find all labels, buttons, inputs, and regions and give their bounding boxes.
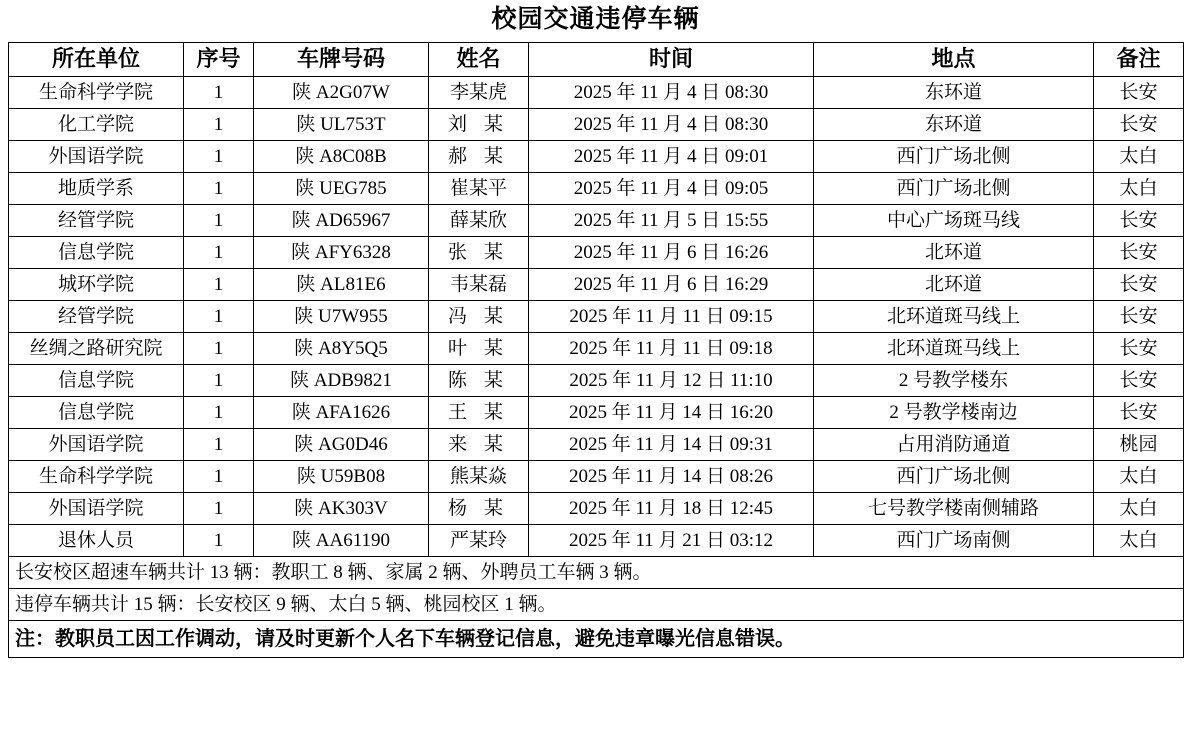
plate-cell: 陕 AL81E6 [254, 268, 429, 300]
place-cell: 七号教学楼南侧辅路 [814, 492, 1094, 524]
index-cell: 1 [184, 492, 254, 524]
place-cell: 东环道 [814, 108, 1094, 140]
time-cell: 2025 年 11 月 14 日 08:26 [529, 460, 814, 492]
table-row [9, 204, 1184, 236]
index-cell: 1 [184, 108, 254, 140]
table-row [9, 236, 1184, 268]
index-cell: 1 [184, 204, 254, 236]
index-cell: 1 [184, 332, 254, 364]
note-cell: 长安 [1094, 300, 1184, 332]
index-cell: 1 [184, 396, 254, 428]
table-header-row [9, 42, 1184, 76]
unit-cell: 地质学系 [9, 172, 184, 204]
plate-cell: 陕 AFA1626 [254, 396, 429, 428]
name-cell: 郝 某 [429, 140, 529, 172]
unit-cell: 退休人员 [9, 524, 184, 556]
summary-text: 长安校区超速车辆共计 13 辆：教职工 8 辆、家属 2 辆、外聘员工车辆 3 辆。 [9, 556, 1184, 588]
name-cell: 来 某 [429, 428, 529, 460]
place-cell: 2 号教学楼南边 [814, 396, 1094, 428]
time-cell: 2025 年 11 月 14 日 16:20 [529, 396, 814, 428]
table-row [9, 460, 1184, 492]
note-cell: 长安 [1094, 108, 1184, 140]
unit-cell: 信息学院 [9, 364, 184, 396]
unit-cell: 化工学院 [9, 108, 184, 140]
table-row [9, 524, 1184, 556]
table-row [9, 300, 1184, 332]
place-cell: 北环道 [814, 236, 1094, 268]
name-cell: 薛某欣 [429, 204, 529, 236]
name-cell: 熊某焱 [429, 460, 529, 492]
index-cell: 1 [184, 524, 254, 556]
place-cell: 东环道 [814, 76, 1094, 108]
unit-cell: 生命科学学院 [9, 76, 184, 108]
place-cell: 西门广场北侧 [814, 140, 1094, 172]
time-cell: 2025 年 11 月 14 日 09:31 [529, 428, 814, 460]
table-row [9, 108, 1184, 140]
plate-cell: 陕 A2G07W [254, 76, 429, 108]
time-cell: 2025 年 11 月 18 日 12:45 [529, 492, 814, 524]
plate-cell: 陕 AA61190 [254, 524, 429, 556]
note-cell: 太白 [1094, 172, 1184, 204]
column-header-place: 地点 [814, 42, 1094, 76]
column-header-index: 序号 [184, 42, 254, 76]
unit-cell: 外国语学院 [9, 492, 184, 524]
note-cell: 桃园 [1094, 428, 1184, 460]
note-cell: 太白 [1094, 460, 1184, 492]
note-cell: 太白 [1094, 492, 1184, 524]
name-cell: 杨 某 [429, 492, 529, 524]
name-cell: 李某虎 [429, 76, 529, 108]
place-cell: 2 号教学楼东 [814, 364, 1094, 396]
notice-text: 注：教职员工因工作调动，请及时更新个人名下车辆登记信息，避免违章曝光信息错误。 [9, 620, 1184, 657]
time-cell: 2025 年 11 月 6 日 16:29 [529, 268, 814, 300]
name-cell: 王 某 [429, 396, 529, 428]
unit-cell: 经管学院 [9, 204, 184, 236]
table-row [9, 76, 1184, 108]
time-cell: 2025 年 11 月 4 日 09:05 [529, 172, 814, 204]
unit-cell: 外国语学院 [9, 428, 184, 460]
unit-cell: 生命科学学院 [9, 460, 184, 492]
unit-cell: 城环学院 [9, 268, 184, 300]
place-cell: 占用消防通道 [814, 428, 1094, 460]
time-cell: 2025 年 11 月 4 日 09:01 [529, 140, 814, 172]
table-row [9, 332, 1184, 364]
index-cell: 1 [184, 300, 254, 332]
table-row [9, 396, 1184, 428]
time-cell: 2025 年 11 月 11 日 09:18 [529, 332, 814, 364]
table-row [9, 172, 1184, 204]
note-cell: 长安 [1094, 268, 1184, 300]
note-cell: 长安 [1094, 76, 1184, 108]
note-cell: 长安 [1094, 364, 1184, 396]
table-row [9, 140, 1184, 172]
name-cell: 崔某平 [429, 172, 529, 204]
index-cell: 1 [184, 460, 254, 492]
time-cell: 2025 年 11 月 5 日 15:55 [529, 204, 814, 236]
place-cell: 西门广场北侧 [814, 172, 1094, 204]
name-cell: 严某玲 [429, 524, 529, 556]
place-cell: 北环道斑马线上 [814, 332, 1094, 364]
table-row [9, 492, 1184, 524]
plate-cell: 陕 AK303V [254, 492, 429, 524]
column-header-unit: 所在单位 [9, 42, 184, 76]
time-cell: 2025 年 11 月 4 日 08:30 [529, 76, 814, 108]
note-cell: 长安 [1094, 204, 1184, 236]
table-row [9, 268, 1184, 300]
index-cell: 1 [184, 76, 254, 108]
plate-cell: 陕 U59B08 [254, 460, 429, 492]
name-cell: 陈 某 [429, 364, 529, 396]
unit-cell: 外国语学院 [9, 140, 184, 172]
name-cell: 张 某 [429, 236, 529, 268]
note-cell: 长安 [1094, 332, 1184, 364]
violation-table [8, 42, 1184, 658]
plate-cell: 陕 A8C08B [254, 140, 429, 172]
name-cell: 冯 某 [429, 300, 529, 332]
unit-cell: 经管学院 [9, 300, 184, 332]
column-header-name: 姓名 [429, 42, 529, 76]
plate-cell: 陕 AD65967 [254, 204, 429, 236]
unit-cell: 信息学院 [9, 396, 184, 428]
table-row [9, 364, 1184, 396]
summary-row [9, 620, 1184, 657]
summary-row [9, 588, 1184, 620]
table-row [9, 428, 1184, 460]
note-cell: 太白 [1094, 524, 1184, 556]
time-cell: 2025 年 11 月 6 日 16:26 [529, 236, 814, 268]
plate-cell: 陕 UL753T [254, 108, 429, 140]
place-cell: 中心广场斑马线 [814, 204, 1094, 236]
column-header-note: 备注 [1094, 42, 1184, 76]
table-body [9, 76, 1184, 556]
index-cell: 1 [184, 428, 254, 460]
time-cell: 2025 年 11 月 4 日 08:30 [529, 108, 814, 140]
column-header-plate: 车牌号码 [254, 42, 429, 76]
note-cell: 长安 [1094, 396, 1184, 428]
place-cell: 西门广场南侧 [814, 524, 1094, 556]
index-cell: 1 [184, 140, 254, 172]
name-cell: 叶 某 [429, 332, 529, 364]
note-cell: 太白 [1094, 140, 1184, 172]
page-title: 校园交通违停车辆 [491, 6, 700, 33]
name-cell: 刘 某 [429, 108, 529, 140]
summary-row [9, 556, 1184, 588]
plate-cell: 陕 ADB9821 [254, 364, 429, 396]
place-cell: 北环道 [814, 268, 1094, 300]
name-cell: 韦某磊 [429, 268, 529, 300]
plate-cell: 陕 UEG785 [254, 172, 429, 204]
table-footer [9, 556, 1184, 657]
index-cell: 1 [184, 268, 254, 300]
unit-cell: 信息学院 [9, 236, 184, 268]
table-header [9, 42, 1184, 76]
plate-cell: 陕 U7W955 [254, 300, 429, 332]
index-cell: 1 [184, 236, 254, 268]
plate-cell: 陕 A8Y5Q5 [254, 332, 429, 364]
note-cell: 长安 [1094, 236, 1184, 268]
index-cell: 1 [184, 172, 254, 204]
unit-cell: 丝绸之路研究院 [9, 332, 184, 364]
plate-cell: 陕 AFY6328 [254, 236, 429, 268]
index-cell: 1 [184, 364, 254, 396]
place-cell: 西门广场北侧 [814, 460, 1094, 492]
time-cell: 2025 年 11 月 21 日 03:12 [529, 524, 814, 556]
time-cell: 2025 年 11 月 12 日 11:10 [529, 364, 814, 396]
column-header-time: 时间 [529, 42, 814, 76]
summary-text: 违停车辆共计 15 辆：长安校区 9 辆、太白 5 辆、桃园校区 1 辆。 [9, 588, 1184, 620]
time-cell: 2025 年 11 月 11 日 09:15 [529, 300, 814, 332]
place-cell: 北环道斑马线上 [814, 300, 1094, 332]
plate-cell: 陕 AG0D46 [254, 428, 429, 460]
